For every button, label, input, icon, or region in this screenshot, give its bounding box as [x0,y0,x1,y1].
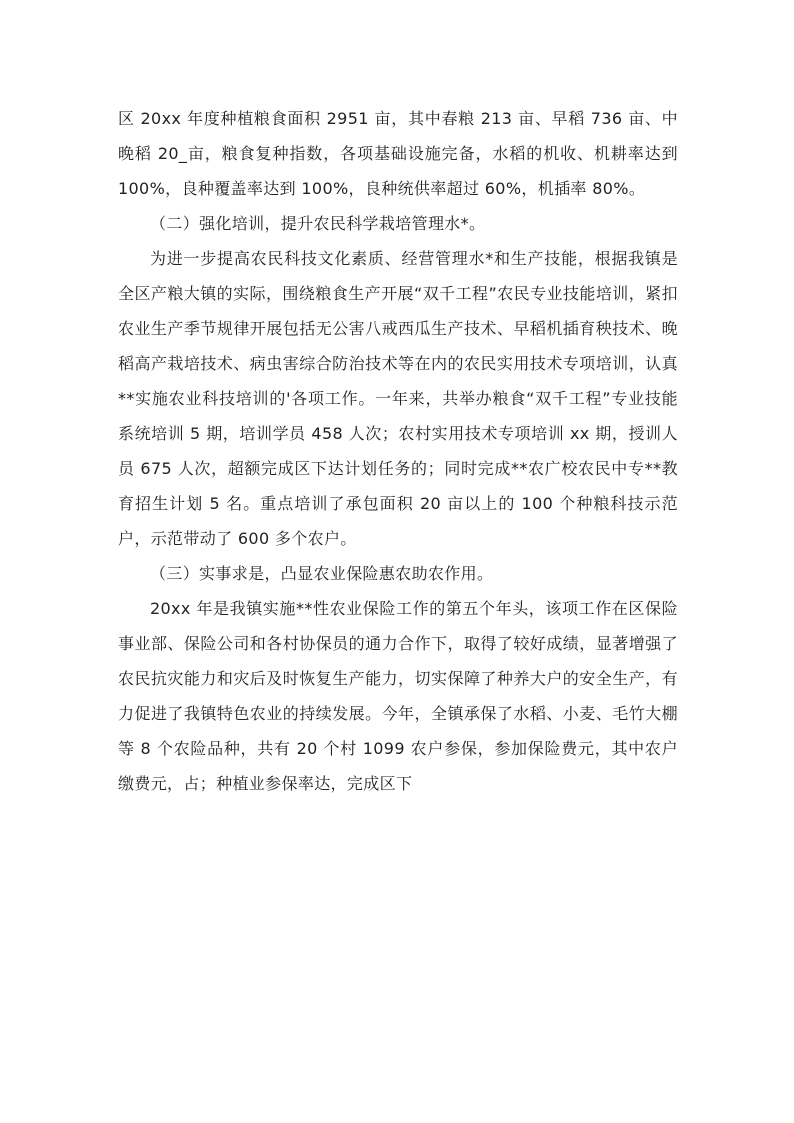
paragraph-training-details: 为进一步提高农民科技文化素质、经营管理水*和生产技能，根据我镇是全区产粮大镇的实际，围绕粮食生产开展“双千工程”农民专业技能培训，紧扣农业生产季节规律开展包括无公害八戒西瓜生产技术、早稻机插育秧技术、晚稻高产栽培技术、病虫害综合防治技术等在内的农民实用技术专项培训，认真**实施农业科技培训的'各项工作。一年来，共举办粮食“双千工程”专业技能系统培训 5 期，培训学员 458 人次；农村实用技术专项培训 xx 期，授训人员 675 人次，超额完成区下达计划任务的；同时完成**农广校农民中专**教育招生计划 5 名。重点培训了承包面积 20 亩以上的 100 个种粮科技示范户，示范带动了 600 多个农户。 [118,249,678,548]
paragraph-insurance-details: 20xx 年是我镇实施**性农业保险工作的第五个年头，该项工作在区保险事业部、保险公司和各村协保员的通力合作下，取得了较好成绩，显著增强了农民抗灾能力和灾后及时恢复生产能力，切实保障了种养大户的安全生产，有力促进了我镇特色农业的持续发展。今年，全镇承保了水稻、小麦、毛竹大棚等 8 个农险品种，共有 20 个村 1099 农户参保，参加保险费元，其中农户缴费元，占；种植业参保率达，完成区下 [118,599,678,793]
section-heading-training: （二）强化培训，提升农民科学栽培管理水*。 [150,214,486,233]
document-body [118,101,678,801]
paragraph-planting-stats: 区 20xx 年度种植粮食面积 2951 亩，其中春粮 213 亩、早稻 736 亩、中晚稻 20_亩，粮食复种指数，各项基础设施完备，水稻的机收、机耕率达到 100%，良种覆盖率达到 100%，良种统供率超过 60%，机插率 80%。 [118,109,678,198]
section-heading-insurance: （三）实事求是，凸显农业保险惠农助农作用。 [150,564,494,583]
